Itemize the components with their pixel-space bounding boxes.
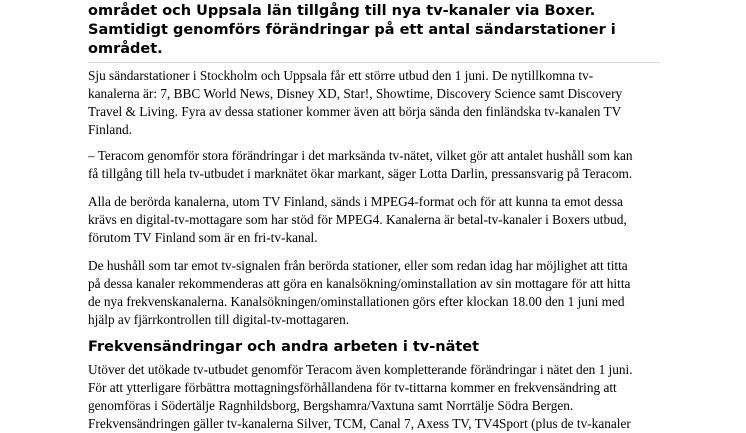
section-heading: Frekvensändringar och andra arbeten i tv-nätet [88,339,480,355]
text-line: Utöver det utökade tv-utbudet genomför Teracom även kompletterande förändringar i nätet den 1 juni. [88,362,633,377]
text-line: hjälp av fjärrkontrollen till digital-tv-mottagaren. [88,312,350,327]
divider [88,62,660,63]
text-line: Frekvensändringen gäller tv-kanalerna Silver, TCM, Canal 7, Axess TV, TV4Sport (plus de tv-kanaler [88,416,631,431]
text-line: Sju sändarstationer i Stockholm och Uppsala får ett större utbud den 1 juni. De nytillkomna tv- [88,68,594,83]
text-line: – Teracom genomför stora förändringar i det marksända tv-nätet, vilket gör att antalet hushåll som kan [88,148,633,163]
text-line: på dessa kanaler rekommenderas att göra en kanalsökning/ominstallation av sin mottagare för att hitta [88,276,631,291]
text-line: få tillgång till hela tv-utbudet i marknätet ökar markant, säger Lotta Darlin, pressansvarig på Teracom. [88,166,633,181]
text-line: krävs en digital-tv-mottagare som har stöd för MPEG4. Kanalerna är betal-tv-kanaler i Boxers utbud, [88,212,627,227]
text-line: de nya frekvenskanalerna. Kanalsökningen/ominstallationen görs efter klockan 18.00 den 1 juni med [88,294,625,309]
paragraph-quote [88,147,673,183]
paragraph-new-channels [88,67,673,139]
lead-heading [88,2,688,59]
text-line: genomföras i Södertälje Ragnhildsborg, Bergshamra/Vaxtuna samt Norrtälje Södra Bergen. [88,398,574,413]
text-line: kanalerna är: 7, BBC World News, Disney XD, Star!, Showtime, Discovery Science samt Discovery [88,86,623,101]
text-line: Finland. [88,122,132,137]
paragraph-mpeg4 [88,193,673,247]
text-line: Travel & Living. Fyra av dessa stationer kommer även att börja sända den finländska tv-kanalen TV [88,104,622,119]
lead-line: området. [88,41,163,57]
paragraph-channel-search [88,257,673,329]
text-line: Alla de berörda kanalerna, utom TV Finland, sänds i MPEG4-format och för att kunna ta emot dessa [88,194,623,209]
text-line: förutom TV Finland som är en fri-tv-kanal. [88,230,318,245]
lead-line: området och Uppsala län tillgång till nya tv-kanaler via Boxer. [88,3,596,19]
text-line: För att ytterligare förbättra mottagningsförhållandena för tv-tittarna kommer en frekvensändring att [88,380,617,395]
lead-line: Samtidigt genomförs förändringar på ett antal sändarstationer i [88,22,616,38]
paragraph-frequency-changes [88,361,673,433]
text-line: De hushåll som tar emot tv-signalen från berörda stationer, eller som redan idag har möjlighet att titta [88,258,628,273]
